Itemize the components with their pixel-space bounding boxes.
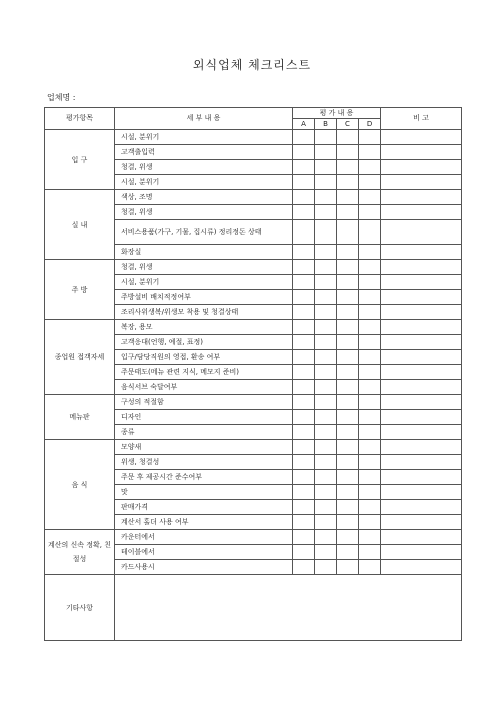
grade-c-cell[interactable] [337, 515, 359, 530]
grade-a-cell[interactable] [293, 485, 315, 500]
item-detail-cell: 테이블에서 [115, 545, 293, 560]
grade-a-cell[interactable] [293, 145, 315, 160]
table-row [45, 530, 462, 545]
grade-d-cell[interactable] [359, 365, 381, 380]
grade-d-cell[interactable] [359, 190, 381, 205]
grade-d-cell[interactable] [359, 205, 381, 220]
grade-d-cell[interactable] [359, 245, 381, 260]
remarks-cell[interactable] [381, 500, 462, 515]
item-detail-cell: 판매가격 [115, 500, 293, 515]
remarks-cell[interactable] [381, 455, 462, 470]
grade-a-cell[interactable] [293, 160, 315, 175]
grade-b-cell[interactable] [315, 440, 337, 455]
item-detail-cell: 청결, 위생 [115, 260, 293, 275]
grade-c-cell[interactable] [337, 455, 359, 470]
remarks-cell[interactable] [381, 410, 462, 425]
grade-b-cell[interactable] [315, 290, 337, 305]
grade-b-cell[interactable] [315, 560, 337, 575]
remarks-cell[interactable] [381, 190, 462, 205]
grade-d-cell[interactable] [359, 410, 381, 425]
grade-a-cell[interactable] [293, 530, 315, 545]
grade-c-cell[interactable] [337, 160, 359, 175]
grade-d-cell[interactable] [359, 305, 381, 320]
header-grade-b: B [315, 119, 337, 130]
grade-d-cell[interactable] [359, 545, 381, 560]
grade-c-cell[interactable] [337, 545, 359, 560]
remarks-cell[interactable] [381, 425, 462, 440]
grade-b-cell[interactable] [315, 470, 337, 485]
grade-c-cell[interactable] [337, 145, 359, 160]
item-detail-cell: 입구/담당직원의 영접, 환송 여부 [115, 350, 293, 365]
item-detail-cell: 종류 [115, 425, 293, 440]
item-detail-cell: 주문 후 제공시간 준수여부 [115, 470, 293, 485]
header-category: 평가항목 [45, 108, 115, 130]
category-cell: 음 식 [45, 440, 115, 530]
grade-b-cell[interactable] [315, 350, 337, 365]
item-detail-cell: 맛 [115, 485, 293, 500]
remarks-cell[interactable] [381, 130, 462, 145]
grade-c-cell[interactable] [337, 500, 359, 515]
grade-b-cell[interactable] [315, 245, 337, 260]
grade-d-cell[interactable] [359, 515, 381, 530]
checklist-body [45, 130, 462, 641]
grade-d-cell[interactable] [359, 350, 381, 365]
item-detail-cell: 시설, 분위기 [115, 175, 293, 190]
grade-b-cell[interactable] [315, 395, 337, 410]
grade-c-cell[interactable] [337, 440, 359, 455]
item-detail-cell: 고객출입력 [115, 145, 293, 160]
grade-d-cell[interactable] [359, 260, 381, 275]
grade-b-cell[interactable] [315, 205, 337, 220]
grade-a-cell[interactable] [293, 175, 315, 190]
grade-b-cell[interactable] [315, 260, 337, 275]
header-grade-a: A [293, 119, 315, 130]
item-detail-cell: 주방설비 배치적정여부 [115, 290, 293, 305]
grade-d-cell[interactable] [359, 130, 381, 145]
grade-b-cell[interactable] [315, 530, 337, 545]
item-detail-cell: 계산서 홀더 사용 여부 [115, 515, 293, 530]
remarks-cell[interactable] [381, 530, 462, 545]
item-detail-cell: 음식서브 숙달여부 [115, 380, 293, 395]
grade-a-cell[interactable] [293, 275, 315, 290]
grade-b-cell[interactable] [315, 145, 337, 160]
grade-c-cell[interactable] [337, 365, 359, 380]
item-detail-cell: 모양새 [115, 440, 293, 455]
grade-b-cell[interactable] [315, 160, 337, 175]
grade-a-cell[interactable] [293, 220, 315, 245]
header-detail: 세 부 내 용 [115, 108, 293, 130]
document-title: 외식업체 체크리스트 [192, 58, 312, 72]
grade-c-cell[interactable] [337, 220, 359, 245]
grade-b-cell[interactable] [315, 455, 337, 470]
grade-c-cell[interactable] [337, 275, 359, 290]
grade-a-cell[interactable] [293, 410, 315, 425]
table-row [45, 260, 462, 275]
grade-d-cell[interactable] [359, 160, 381, 175]
grade-d-cell[interactable] [359, 275, 381, 290]
item-detail-cell: 조리사위생복/위생모 착용 및 청결상태 [115, 305, 293, 320]
grade-a-cell[interactable] [293, 545, 315, 560]
grade-a-cell[interactable] [293, 260, 315, 275]
grade-a-cell[interactable] [293, 470, 315, 485]
grade-c-cell[interactable] [337, 190, 359, 205]
grade-c-cell[interactable] [337, 305, 359, 320]
remarks-cell[interactable] [381, 245, 462, 260]
remarks-cell[interactable] [381, 545, 462, 560]
grade-d-cell[interactable] [359, 335, 381, 350]
remarks-cell[interactable] [381, 485, 462, 500]
grade-d-cell[interactable] [359, 145, 381, 160]
grade-c-cell[interactable] [337, 380, 359, 395]
item-detail-cell: 색상, 조명 [115, 190, 293, 205]
grade-a-cell[interactable] [293, 245, 315, 260]
grade-b-cell[interactable] [315, 130, 337, 145]
header-grade-c: C [337, 119, 359, 130]
grade-b-cell[interactable] [315, 500, 337, 515]
grade-a-cell[interactable] [293, 560, 315, 575]
category-cell: 주 방 [45, 260, 115, 320]
item-detail-cell: 위생, 청결성 [115, 455, 293, 470]
remarks-cell[interactable] [381, 470, 462, 485]
grade-b-cell[interactable] [315, 190, 337, 205]
grade-a-cell[interactable] [293, 320, 315, 335]
category-cell: 종업원 접객자세 [45, 320, 115, 395]
remarks-cell[interactable] [381, 320, 462, 335]
grade-a-cell[interactable] [293, 425, 315, 440]
grade-a-cell[interactable] [293, 380, 315, 395]
grade-c-cell[interactable] [337, 350, 359, 365]
grade-a-cell[interactable] [293, 205, 315, 220]
grade-b-cell[interactable] [315, 515, 337, 530]
table-row [45, 395, 462, 410]
grade-d-cell[interactable] [359, 320, 381, 335]
remarks-cell[interactable] [381, 175, 462, 190]
grade-b-cell[interactable] [315, 485, 337, 500]
grade-d-cell[interactable] [359, 290, 381, 305]
grade-c-cell[interactable] [337, 395, 359, 410]
grade-d-cell[interactable] [359, 220, 381, 245]
remarks-cell[interactable] [381, 560, 462, 575]
header-remarks: 비 고 [381, 108, 462, 130]
item-detail-cell: 구성의 적절함 [115, 395, 293, 410]
remarks-cell[interactable] [381, 260, 462, 275]
header-grade-d: D [359, 119, 381, 130]
grade-d-cell[interactable] [359, 395, 381, 410]
grade-c-cell[interactable] [337, 320, 359, 335]
item-detail-cell: 화장실 [115, 245, 293, 260]
grade-b-cell[interactable] [315, 545, 337, 560]
grade-a-cell[interactable] [293, 440, 315, 455]
grade-d-cell[interactable] [359, 455, 381, 470]
grade-a-cell[interactable] [293, 190, 315, 205]
grade-b-cell[interactable] [315, 335, 337, 350]
grade-a-cell[interactable] [293, 130, 315, 145]
category-cell: 계산의 신속 정확, 친절성 [45, 530, 115, 575]
grade-b-cell[interactable] [315, 305, 337, 320]
grade-d-cell[interactable] [359, 530, 381, 545]
other-notes-label: 기타사항 [45, 575, 115, 641]
checklist-table [44, 107, 462, 641]
remarks-cell[interactable] [381, 145, 462, 160]
table-row [45, 130, 462, 145]
grade-d-cell[interactable] [359, 500, 381, 515]
grade-a-cell[interactable] [293, 365, 315, 380]
grade-a-cell[interactable] [293, 455, 315, 470]
grade-c-cell[interactable] [337, 290, 359, 305]
table-row [45, 190, 462, 205]
remarks-cell[interactable] [381, 305, 462, 320]
remarks-cell[interactable] [381, 290, 462, 305]
remarks-cell[interactable] [381, 395, 462, 410]
table-row [45, 440, 462, 455]
item-detail-cell: 카드사용시 [115, 560, 293, 575]
grade-d-cell[interactable] [359, 425, 381, 440]
category-cell: 메뉴판 [45, 395, 115, 440]
item-detail-cell: 주문태도(메뉴 관련 지식, 메모지 준비) [115, 365, 293, 380]
grade-a-cell[interactable] [293, 290, 315, 305]
grade-c-cell[interactable] [337, 410, 359, 425]
grade-a-cell[interactable] [293, 515, 315, 530]
grade-d-cell[interactable] [359, 560, 381, 575]
grade-c-cell[interactable] [337, 245, 359, 260]
remarks-cell[interactable] [381, 380, 462, 395]
grade-a-cell[interactable] [293, 305, 315, 320]
grade-a-cell[interactable] [293, 350, 315, 365]
grade-c-cell[interactable] [337, 530, 359, 545]
grade-c-cell[interactable] [337, 175, 359, 190]
item-detail-cell: 고객응대(언행, 예절, 표정) [115, 335, 293, 350]
grade-c-cell[interactable] [337, 560, 359, 575]
item-detail-cell: 서비스용품(가구, 기물, 집시류) 정리정돈 상태 [115, 220, 293, 245]
grade-c-cell[interactable] [337, 425, 359, 440]
remarks-cell[interactable] [381, 205, 462, 220]
grade-a-cell[interactable] [293, 500, 315, 515]
grade-b-cell[interactable] [315, 425, 337, 440]
remarks-cell[interactable] [381, 515, 462, 530]
grade-a-cell[interactable] [293, 395, 315, 410]
grade-a-cell[interactable] [293, 335, 315, 350]
grade-b-cell[interactable] [315, 220, 337, 245]
other-notes-row [45, 575, 462, 641]
remarks-cell[interactable] [381, 440, 462, 455]
grade-d-cell[interactable] [359, 440, 381, 455]
header-evaluation: 평 가 내 용 [293, 108, 381, 119]
company-name-label: 업체명 : [47, 93, 76, 102]
grade-d-cell[interactable] [359, 380, 381, 395]
category-cell: 실 내 [45, 190, 115, 260]
item-detail-cell: 시설, 분위기 [115, 130, 293, 145]
grade-d-cell[interactable] [359, 485, 381, 500]
grade-c-cell[interactable] [337, 130, 359, 145]
grade-c-cell[interactable] [337, 260, 359, 275]
remarks-cell[interactable] [381, 350, 462, 365]
item-detail-cell: 청결, 위생 [115, 205, 293, 220]
item-detail-cell: 시설, 분위기 [115, 275, 293, 290]
remarks-cell[interactable] [381, 335, 462, 350]
item-detail-cell: 디자인 [115, 410, 293, 425]
grade-c-cell[interactable] [337, 470, 359, 485]
grade-b-cell[interactable] [315, 175, 337, 190]
grade-b-cell[interactable] [315, 275, 337, 290]
grade-b-cell[interactable] [315, 365, 337, 380]
item-detail-cell: 카운터에서 [115, 530, 293, 545]
grade-b-cell[interactable] [315, 410, 337, 425]
grade-d-cell[interactable] [359, 470, 381, 485]
table-row [45, 320, 462, 335]
grade-b-cell[interactable] [315, 380, 337, 395]
grade-c-cell[interactable] [337, 335, 359, 350]
other-notes-field[interactable] [115, 575, 462, 641]
grade-d-cell[interactable] [359, 175, 381, 190]
grade-c-cell[interactable] [337, 485, 359, 500]
category-cell: 입 구 [45, 130, 115, 190]
remarks-cell[interactable] [381, 275, 462, 290]
item-detail-cell: 복장, 용모 [115, 320, 293, 335]
remarks-cell[interactable] [381, 220, 462, 245]
remarks-cell[interactable] [381, 365, 462, 380]
grade-b-cell[interactable] [315, 320, 337, 335]
item-detail-cell: 청결, 위생 [115, 160, 293, 175]
grade-c-cell[interactable] [337, 205, 359, 220]
remarks-cell[interactable] [381, 160, 462, 175]
